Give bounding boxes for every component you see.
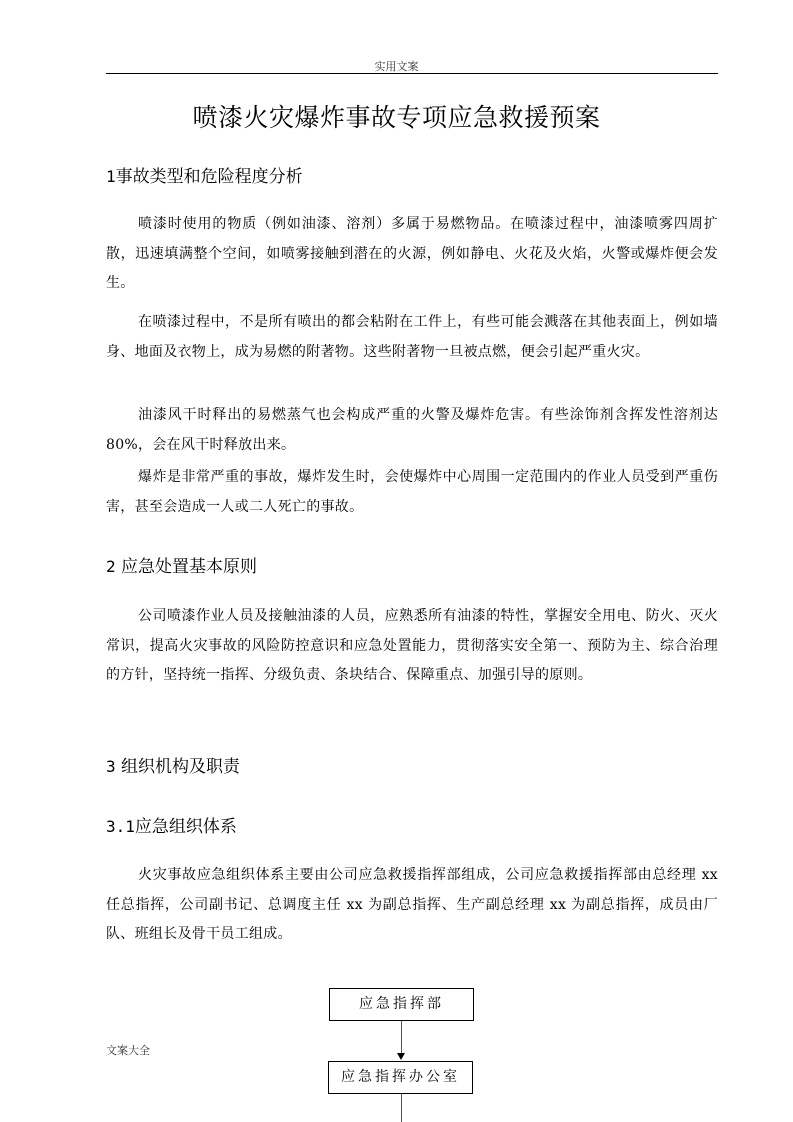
org-node-command-center: 应急指挥部 (329, 988, 474, 1021)
section-number: 3 (106, 757, 116, 776)
section-heading-3-1 (106, 812, 237, 837)
page-footer: 文案大全 (106, 1044, 150, 1057)
section-heading-2 (106, 552, 257, 577)
paragraph: 火灾事故应急组织体系主要由公司应急救援指挥部组成，公司应急救援指挥部由总经理 xx 任总指挥，公司副书记、总调度主任 xx 为副总指挥、生产副总经理 xx 为副总指挥，成员由厂队、班组长及骨干员工组成。 (106, 867, 718, 942)
section-number: 3.1 (106, 817, 135, 836)
paragraph: 喷漆时使用的物质（例如油漆、溶剂）多属于易燃物品。在喷漆过程中，油漆喷雾四周扩散，迅速填满整个空间，如喷雾接触到潜在的火源，例如静电、火花及火焰，火警或爆炸便会发生。 (106, 216, 718, 291)
connector-line (401, 1021, 402, 1054)
paragraph: 爆炸是非常严重的事故，爆炸发生时，会使爆炸中心周围一定范围内的作业人员受到严重伤害，甚至会造成一人或二人死亡的事故。 (106, 469, 718, 515)
section-title: 应急组织体系 (134, 817, 237, 837)
arrow-down-icon (397, 1053, 405, 1060)
page-header: 实用文案 (374, 60, 419, 73)
connector-line (401, 1094, 402, 1122)
section-title: 应急处置基本原则 (121, 557, 258, 577)
org-node-command-office: 应急指挥办公室 (328, 1061, 473, 1094)
section-number: 2 (106, 557, 116, 576)
section-title: 事故类型和危险程度分析 (115, 167, 303, 187)
section-title: 组织机构及职责 (121, 757, 241, 777)
section-number: 1 (106, 167, 116, 186)
paragraph: 公司喷漆作业人员及接触油漆的人员，应熟悉所有油漆的特性，掌握安全用电、防火、灭火常识，提高火灾事故的风险防控意识和应急处置能力，贯彻落实安全第一、预防为主、综合治理的方针，坚持统一指挥、分级负责、条块结合、保障重点、加强引导的原则。 (106, 608, 718, 683)
paragraph: 在喷漆过程中，不是所有喷出的都会粘附在工件上，有些可能会溅落在其他表面上，例如墙身、地面及衣物上，成为易燃的附著物。这些附著物一旦被点燃，便会引起严重火灾。 (106, 314, 718, 360)
header-divider (106, 73, 718, 74)
document-title: 喷漆火灾爆炸事故专项应急救援预案 (192, 103, 601, 132)
section-heading-3 (106, 752, 240, 777)
paragraph: 油漆风干时释出的易燃蒸气也会构成严重的火警及爆炸危害。有些涂饰剂含挥发性溶剂达80%，会在风干时释放出来。 (106, 407, 718, 453)
section-heading-1 (106, 162, 303, 187)
